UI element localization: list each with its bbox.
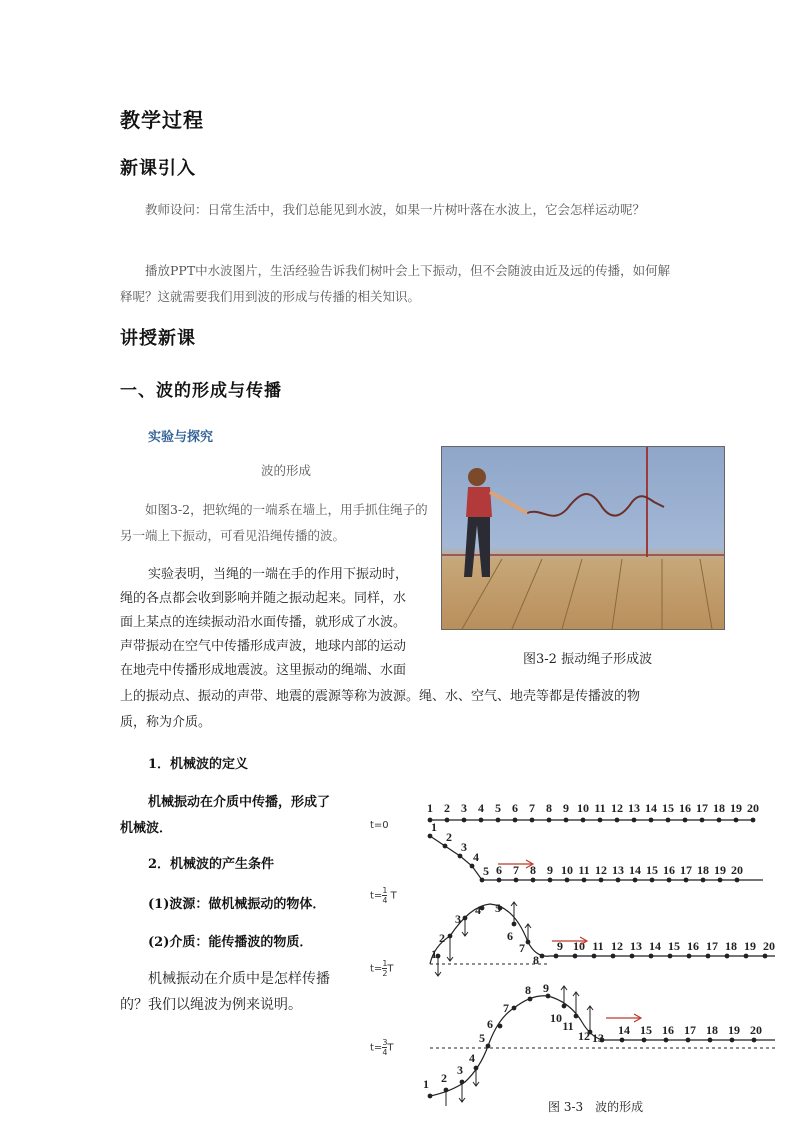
rope-line-half (430, 904, 550, 964)
particle-number-quarter: 16 (663, 863, 675, 877)
particle-t0 (564, 818, 569, 823)
particle-number-half: 8 (533, 953, 539, 967)
fraction-one-half: $\frac{1}{2}$ (382, 959, 388, 978)
particle-number-quarter: 5 (483, 864, 489, 878)
photo-rope-wave (441, 446, 725, 630)
particle-number-three-quarters: 4 (469, 1051, 475, 1065)
particle-number-three-quarters: 2 (441, 1071, 447, 1085)
particle-number-t0: 3 (461, 801, 467, 815)
particle-number-quarter: 15 (646, 863, 658, 877)
particle-t0 (581, 818, 586, 823)
particle-number-t0: 7 (529, 801, 535, 815)
particle-t0 (666, 818, 671, 823)
particle-t0 (649, 818, 654, 823)
particle-quarter (548, 878, 553, 883)
point-conditions-title: 2．机械波的产生条件 (148, 857, 275, 872)
particle-number-t0: 2 (444, 801, 450, 815)
particle-three-quarters (620, 1038, 625, 1043)
particle-half (687, 954, 692, 959)
fraction-one-quarter: $\frac{1}{4}$ (382, 886, 388, 905)
particle-quarter (531, 878, 536, 883)
point-how-line-2: 的？我们以绳波为例来说明。 (120, 997, 302, 1013)
point-definition-line-2: 机械波． (120, 821, 173, 836)
particle-number-three-quarters: 14 (618, 1023, 630, 1037)
particle-number-half: 14 (649, 939, 661, 953)
particle-number-quarter: 14 (629, 863, 641, 877)
particle-number-three-quarters: 18 (706, 1023, 718, 1037)
particle-t0 (717, 818, 722, 823)
particle-number-quarter: 13 (612, 863, 624, 877)
point-condition-source: (1)波源：做机械振动的物体． (148, 897, 326, 912)
particle-number-half: 2 (439, 931, 445, 945)
particle-number-quarter: 7 (513, 863, 519, 877)
particle-t0 (462, 818, 467, 823)
particle-quarter (480, 878, 485, 883)
particle-quarter (470, 864, 475, 869)
particle-three-quarters (664, 1038, 669, 1043)
particle-half (540, 954, 545, 959)
particle-three-quarters (498, 1024, 503, 1029)
particle-number-quarter: 17 (680, 863, 692, 877)
paragraph-intro-question: 教师设问：日常生活中，我们总能见到水波，如果一片树叶落在水波上，它会怎样运动呢？ (145, 202, 646, 217)
paragraph-experiment-rope: 如图3-2，把软绳的一端系在墙上，用手抓住绳子的另一端上下振动，可看见沿绳传播的波。 (120, 502, 428, 543)
particle-number-quarter: 9 (547, 863, 553, 877)
particle-number-half: 7 (519, 941, 525, 955)
paragraph-line-7: 质，称为介质。 (120, 715, 212, 730)
particle-three-quarters (730, 1038, 735, 1043)
particle-quarter (565, 878, 570, 883)
particle-number-quarter: 4 (473, 850, 479, 864)
time-label-quarter: t= $\frac{1}{4}$ T (370, 886, 397, 905)
particle-t0 (683, 818, 688, 823)
particle-number-t0: 4 (478, 801, 484, 815)
paragraph-line-5: 在地壳中传播形成地震波。这里振动的绳端、水面 (120, 663, 407, 678)
particle-quarter (497, 878, 502, 883)
particle-t0 (598, 818, 603, 823)
particle-t0 (700, 818, 705, 823)
particle-number-t0: 10 (577, 801, 589, 815)
particle-t0 (445, 818, 450, 823)
particle-quarter (735, 878, 740, 883)
particle-number-three-quarters: 13 (592, 1031, 604, 1045)
particle-number-three-quarters: 7 (503, 1001, 509, 1015)
particle-half (573, 954, 578, 959)
paragraph-line-2: 绳的各点都会收到影响并随之振动起来。同样，水 (120, 591, 407, 606)
paragraph-line-1: 实验表明，当绳的一端在手的作用下振动时， (148, 567, 409, 582)
particle-three-quarters (686, 1038, 691, 1043)
particle-number-t0: 8 (546, 801, 552, 815)
particle-t0 (751, 818, 756, 823)
particle-number-half: 3 (455, 912, 461, 926)
particle-half (630, 954, 635, 959)
particle-number-quarter: 11 (578, 863, 590, 877)
particle-number-half: 12 (611, 939, 623, 953)
particle-number-t0: 18 (713, 801, 725, 815)
particle-quarter (443, 844, 448, 849)
particle-number-three-quarters: 15 (640, 1023, 652, 1037)
paragraph-line-3: 面上某点的连续振动沿水面传播，就形成了水波。 (120, 615, 407, 630)
particle-number-t0: 20 (747, 801, 759, 815)
particle-number-quarter: 12 (595, 863, 607, 877)
particle-three-quarters (486, 1044, 491, 1049)
heading-teaching-process: 教学过程 (120, 108, 204, 132)
particle-number-half: 17 (706, 939, 718, 953)
particle-number-t0: 5 (495, 801, 501, 815)
paragraph-intro-ppt: 播放PPT中水波图片，生活经验告诉我们树叶会上下振动，但不会随波由近及远的传播，如何解释呢？这就需要我们用到波的形成与传播的相关知识。 (120, 263, 671, 304)
particle-number-quarter: 18 (697, 863, 709, 877)
particle-number-t0: 12 (611, 801, 623, 815)
particle-number-half: 6 (507, 929, 513, 943)
particle-half (744, 954, 749, 959)
particle-three-quarters (708, 1038, 713, 1043)
particle-number-half: 16 (687, 939, 699, 953)
particle-number-three-quarters: 1 (423, 1077, 429, 1091)
particle-three-quarters (642, 1038, 647, 1043)
particle-number-three-quarters: 3 (457, 1063, 463, 1077)
particle-number-half: 9 (557, 939, 563, 953)
particle-three-quarters (752, 1038, 757, 1043)
title-wave-formation: 波的形成 (261, 463, 312, 478)
particle-half (649, 954, 654, 959)
particle-t0 (547, 818, 552, 823)
particle-quarter (599, 878, 604, 883)
particle-number-quarter: 10 (561, 863, 573, 877)
particle-number-quarter: 2 (446, 830, 452, 844)
particle-number-three-quarters: 9 (543, 981, 549, 995)
particle-number-quarter: 6 (496, 863, 502, 877)
particle-quarter (650, 878, 655, 883)
particle-number-three-quarters: 19 (728, 1023, 740, 1037)
particle-number-half: 4 (475, 903, 481, 917)
particle-number-t0: 17 (696, 801, 708, 815)
particle-number-quarter: 1 (431, 820, 437, 834)
particle-number-half: 19 (744, 939, 756, 953)
particle-number-three-quarters: 6 (487, 1017, 493, 1031)
particle-number-quarter: 20 (731, 863, 743, 877)
particle-quarter (633, 878, 638, 883)
point-condition-medium: (2)介质：能传播波的物质． (148, 935, 313, 950)
particle-half (554, 954, 559, 959)
particle-number-three-quarters: 5 (479, 1031, 485, 1045)
particle-number-t0: 9 (563, 801, 569, 815)
particle-number-half: 5 (495, 901, 501, 915)
particle-t0 (530, 818, 535, 823)
particle-number-half: 10 (573, 939, 585, 953)
particle-half (611, 954, 616, 959)
particle-quarter (428, 834, 433, 839)
particle-number-t0: 1 (427, 801, 433, 815)
rope-wave-illustration (442, 447, 724, 629)
heading-teach-new: 讲授新课 (120, 328, 196, 349)
particle-t0 (632, 818, 637, 823)
time-label-t0: t=0 (370, 820, 389, 831)
particle-quarter (701, 878, 706, 883)
particle-three-quarters (512, 1006, 517, 1011)
particle-half (763, 954, 768, 959)
particle-number-three-quarters: 20 (750, 1023, 762, 1037)
particle-t0 (615, 818, 620, 823)
particle-number-three-quarters: 12 (578, 1029, 590, 1043)
particle-quarter (667, 878, 672, 883)
particle-number-quarter: 19 (714, 863, 726, 877)
particle-number-t0: 16 (679, 801, 691, 815)
particle-number-half: 18 (725, 939, 737, 953)
particle-number-t0: 11 (594, 801, 606, 815)
particle-number-t0: 15 (662, 801, 674, 815)
particle-number-quarter: 3 (461, 840, 467, 854)
particle-number-half: 20 (763, 939, 775, 953)
particle-quarter (582, 878, 587, 883)
particle-quarter (514, 878, 519, 883)
particle-t0 (734, 818, 739, 823)
particle-number-half: 11 (592, 939, 604, 953)
time-prefix: t= (370, 963, 383, 975)
particle-t0 (496, 818, 501, 823)
particle-number-quarter: 8 (530, 863, 536, 877)
particle-number-t0: 6 (512, 801, 518, 815)
particle-number-t0: 13 (628, 801, 640, 815)
time-prefix: t= (370, 1042, 383, 1054)
point-how-line-1: 机械振动在介质中是怎样传播 (148, 971, 330, 987)
particle-half (706, 954, 711, 959)
paragraph-line-4: 声带振动在空气中传播形成声波，地球内部的运动 (120, 639, 407, 654)
particle-number-three-quarters: 17 (684, 1023, 696, 1037)
heading-section-wave: 一、波的形成与传播 (120, 381, 282, 401)
particle-number-half: 13 (630, 939, 642, 953)
particle-quarter (616, 878, 621, 883)
particle-number-three-quarters: 11 (562, 1019, 574, 1033)
point-definition-title: 1．机械波的定义 (148, 757, 249, 772)
subheading-experiment: 实验与探究 (148, 430, 214, 445)
caption-fig-3-2: 图3-2 振动绳子形成波 (523, 652, 653, 667)
particle-number-three-quarters: 10 (550, 1011, 562, 1025)
particle-number-three-quarters: 16 (662, 1023, 674, 1037)
point-definition-line-1: 机械振动在介质中传播，形成了 (148, 795, 331, 810)
particle-number-t0: 19 (730, 801, 742, 815)
particle-number-three-quarters: 8 (525, 983, 531, 997)
particle-number-half: 1 (431, 947, 437, 961)
wave-formation-diagram (410, 796, 780, 1106)
heading-new-lesson-intro: 新课引入 (120, 158, 196, 179)
particle-half (725, 954, 730, 959)
particle-t0 (479, 818, 484, 823)
time-label-three-quarters: t= $\frac{3}{4}$ T (370, 1038, 394, 1057)
particle-half (592, 954, 597, 959)
time-label-half: t= $\frac{1}{2}$ T (370, 959, 394, 978)
particle-number-half: 15 (668, 939, 680, 953)
particle-half (668, 954, 673, 959)
particle-quarter (684, 878, 689, 883)
paragraph-line-6: 上的振动点、振动的声带、地震的震源等称为波源。绳、水、空气、地壳等都是传播波的物 (120, 689, 641, 704)
particle-three-quarters (528, 997, 533, 1002)
particle-t0 (513, 818, 518, 823)
fraction-three-quarters: $\frac{3}{4}$ (382, 1038, 388, 1057)
particle-three-quarters (428, 1094, 433, 1099)
particle-quarter (458, 854, 463, 859)
caption-fig-3-3: 图 3-3 波的形成 (548, 1100, 644, 1114)
time-prefix: t= (370, 890, 383, 902)
particle-quarter (718, 878, 723, 883)
particle-number-t0: 14 (645, 801, 657, 815)
